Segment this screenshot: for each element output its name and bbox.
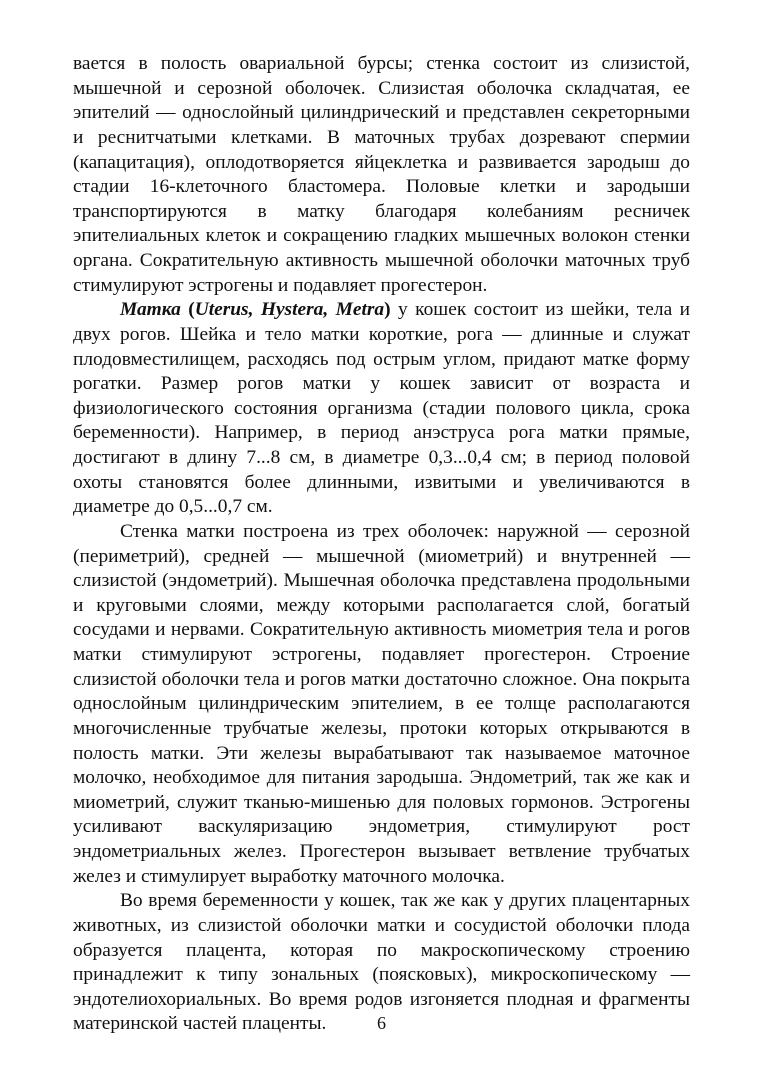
page-body (73, 52, 690, 1037)
paragraph-oviduct-continuation: вается в полость овариальной бурсы; стенка состоит из слизистой, мышечной и серозной оболочек. Слизистая оболочка складчатая, ее эпителий — однослойный цилиндрический и представлен секреторными и реснитчатыми клетками. В маточных трубах дозревают спермии (капацитация), оплодотворяется яйцеклетка и развивается зародыш до стадии 16-клеточного бластомера. Половые клетки и зародыши транспортируются в матку благодаря колебаниям ресничек эпителиальных клеток и сокращению гладких мышечных волокон стенки органа. Сократительную активность мышечной оболочки маточных труб стимулируют эстрогены и подавляет прогестерон. (73, 53, 690, 296)
close-paren: ) (384, 299, 391, 321)
paragraph-uterus-structure (73, 298, 690, 520)
paragraph-placenta: Во время беременности у кошек, так же как у других плацентарных животных, из слизистой оболочки матки и сосудистой оболочки плода образуется плацента, которая по макроскопическому строению принадлежит к типу зональных (поясковых), микроскопическому — эндотелиохориальных. Во время родов изгоняется плодная и фрагменты материнской частей плаценты. (73, 890, 690, 1035)
paragraph-uterus-text: у кошек состоит из шейки, тела и двух рогов. Шейка и тело матки короткие, рога — длинные и служат плодовместилищем, расходясь под острым углом, придают матке форму рогатки. Размер рогов матки у кошек зависит от возраста и физиологического состояния организма (стадии полового цикла, срока беременности). Например, в период анэструса рога матки прямые, достигают в длину 7...8 см, в диаметре 0,3...0,4 см; в период половой охоты становятся более длинными, извитыми и увеличиваются в диаметре до 0,5...0,7 см. (73, 299, 690, 518)
paragraph-uterine-wall: Стенка матки построена из трех оболочек: наружной — серозной (периметрий), средней — мышечной (миометрий) и внутренней — слизистой (эндометрий). Мышечная оболочка представлена продольными и круговыми слоями, между которыми располагается слой, богатый сосудами и нервами. Сократительную активность миометрия тела и рогов матки стимулируют эстрогены, подавляет прогестерон. Строение слизистой оболочки тела и рогов матки достаточно сложное. Она покрыта однослойным цилиндрическим эпителием, в ее толще располагаются многочисленные трубчатые железы, протоки которых открываются в полость матки. Эти железы вырабатывают так называемое маточное молочко, необходимое для питания зародыша. Эндометрий, так же как и миометрий, служит тканью-мишенью для половых гормонов. Эстрогены усиливают васкуляризацию эндометрия, стимулируют рост эндометриальных желез. Прогестерон вызывает ветвление трубчатых желез и стимулирует выработку маточного молочка. (73, 520, 690, 887)
term-uterus-latin: Uterus, Hystera, Metra (194, 299, 385, 321)
page-number: 6 (377, 1013, 386, 1033)
open-paren: ( (180, 299, 195, 321)
term-uterus: Матка (120, 299, 181, 321)
